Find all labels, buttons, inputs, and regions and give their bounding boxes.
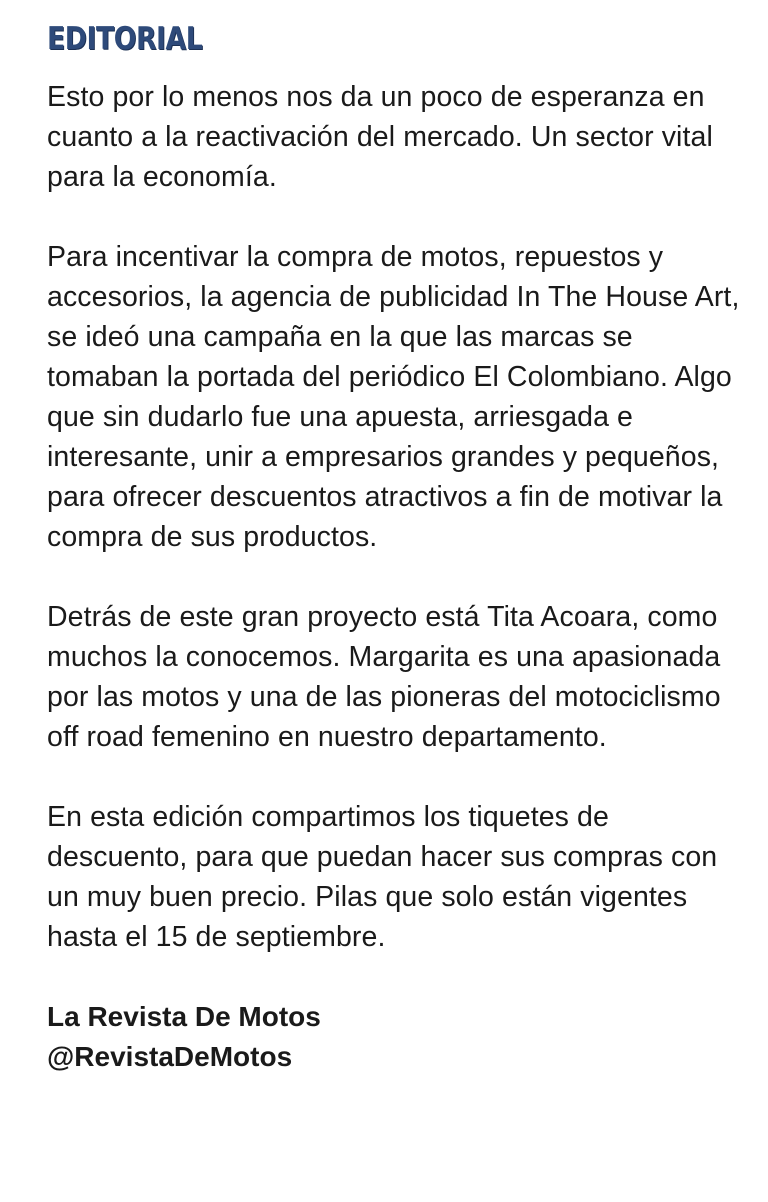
paragraph-2: Para incentivar la compra de motos, repuestos y accesorios, la agencia de publicidad In The House Art, se ideó una campaña en la que las marcas se tomaban la portada del periódico El Colombiano. Algo que sin dudarlo fue una apuesta, arriesgada e interesante, unir a empresarios grandes y pequeños, para ofrecer descuentos atractivos a fin de motivar la compra de sus productos. <box>47 241 740 553</box>
paragraph-3: Detrás de este gran proyecto está Tita Acoara, como muchos la conocemos. Margarita es una apasionada por las motos y una de las pioneras del motociclismo off road femenino en nuestro departamento. <box>47 601 721 753</box>
signature-name: La Revista De Motos <box>47 1001 321 1032</box>
paragraph-4: En esta edición compartimos los tiquetes de descuento, para que puedan hacer sus compras con un muy buen precio. Pilas que solo están vigentes hasta el 15 de septiembre. <box>47 801 718 953</box>
signature <box>47 997 747 1077</box>
paragraph-1: Esto por lo menos nos da un poco de esperanza en cuanto a la reactivación del mercado. Un sector vital para la economía. <box>47 81 713 193</box>
article-body <box>47 77 747 957</box>
signature-handle: @RevistaDeMotos <box>47 1041 293 1072</box>
section-title: EDITORIAL <box>47 21 203 57</box>
editorial-page <box>47 20 747 1077</box>
